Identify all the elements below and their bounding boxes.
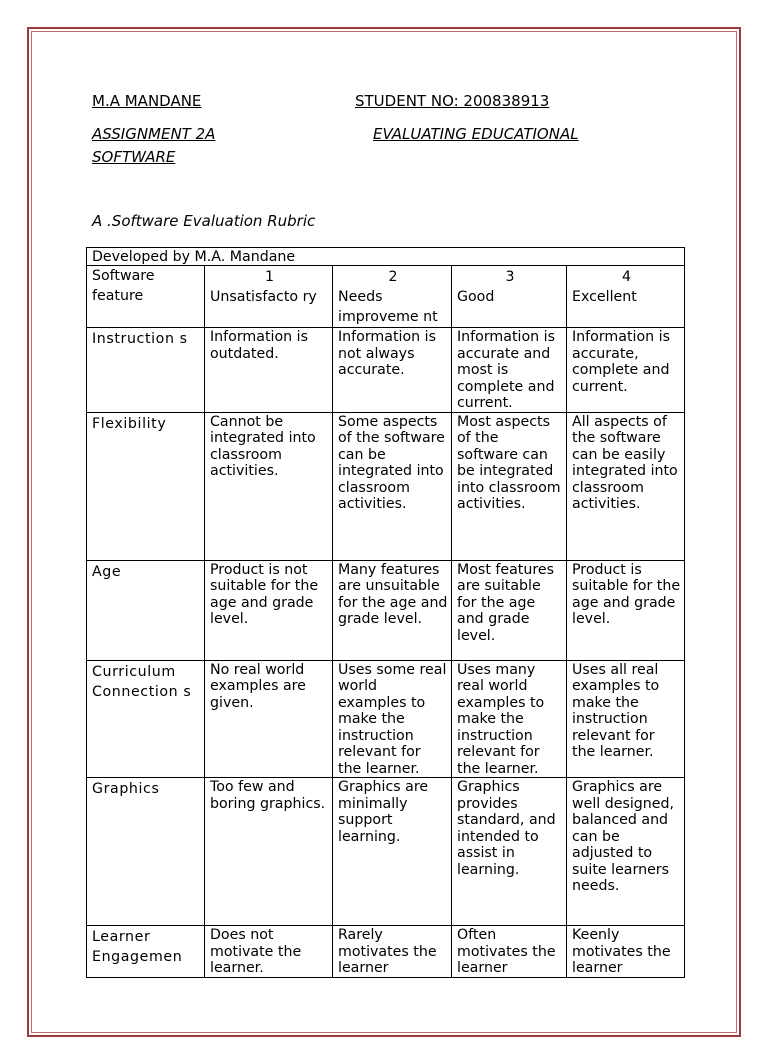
table-row (87, 926, 685, 978)
rubric-cell: Cannot be integrated into classroom activities. (205, 412, 333, 560)
header-num-4: 4 (622, 269, 632, 285)
header-label-1: Unsatisfacto ry (210, 289, 317, 305)
table-row (87, 778, 685, 926)
rubric-cell: Many features are unsuitable for the age and grade level. (333, 560, 452, 660)
feature-cell: Age (87, 560, 205, 660)
header-col-4 (567, 266, 685, 328)
rubric-cell: Keenly motivates the learner (567, 926, 685, 978)
rubric-cell: Information is accurate and most is complete and current. (452, 328, 567, 413)
header-col-2 (333, 266, 452, 328)
rubric-cell: Too few and boring graphics. (205, 778, 333, 926)
rubric-cell: Most features are suitable for the age and grade level. (452, 560, 567, 660)
rubric-cell: Graphics provides standard, and intended to assist in learning. (452, 778, 567, 926)
header-num-3: 3 (505, 269, 515, 285)
table-row (87, 328, 685, 413)
rubric-cell: Product is not suitable for the age and grade level. (205, 560, 333, 660)
feature-cell: Curriculum Connection s (87, 660, 205, 778)
header-col-3 (452, 266, 567, 328)
student-number: STUDENT NO: 200838913 (355, 92, 550, 110)
rubric-cell: Often motivates the learner (452, 926, 567, 978)
software-title: SOFTWARE (92, 148, 176, 166)
rubric-caption: A .Software Evaluation Rubric (92, 212, 316, 230)
rubric-cell: Product is suitable for the age and grade level. (567, 560, 685, 660)
rubric-cell: Some aspects of the software can be integrated into classroom activities. (333, 412, 452, 560)
rubric-cell: All aspects of the software can be easily integrated into classroom activities. (567, 412, 685, 560)
table-row (87, 412, 685, 560)
rubric-cell: Graphics are minimally support learning. (333, 778, 452, 926)
feature-cell: Flexibility (87, 412, 205, 560)
rubric-cell: Most aspects of the software can be integrated into classroom activities. (452, 412, 567, 560)
rubric-cell: Information is accurate, complete and current. (567, 328, 685, 413)
feature-cell: Graphics (87, 778, 205, 926)
header-col-1 (205, 266, 333, 328)
student-name: M.A MANDANE (92, 92, 202, 110)
header-row (87, 266, 685, 328)
assignment-title: ASSIGNMENT 2A (92, 125, 216, 143)
rubric-cell: Rarely motivates the learner (333, 926, 452, 978)
rubric-cell: Uses some real world examples to make the instruction relevant for the learner. (333, 660, 452, 778)
rubric-cell: Uses all real examples to make the instruction relevant for the learner. (567, 660, 685, 778)
rubric-cell: Graphics are well designed, balanced and can be adjusted to suite learners needs. (567, 778, 685, 926)
rubric-cell: Uses many real world examples to make the instruction relevant for the learner. (452, 660, 567, 778)
rubric-table (86, 247, 685, 978)
header-feature (87, 266, 205, 328)
rubric-cell: Information is not always accurate. (333, 328, 452, 413)
table-row (87, 660, 685, 778)
developed-by: Developed by M.A. Mandane (87, 248, 685, 266)
developed-by-row (87, 248, 685, 266)
feature-cell: Instruction s (87, 328, 205, 413)
header-feature-label: Software feature (92, 268, 155, 304)
table-row (87, 560, 685, 660)
evaluating-title: EVALUATING EDUCATIONAL (373, 125, 579, 143)
header-label-4: Excellent (572, 289, 637, 305)
rubric-cell: Information is outdated. (205, 328, 333, 413)
header-label-2: Needs improveme nt (338, 289, 438, 325)
header-label-3: Good (457, 289, 495, 305)
header-num-1: 1 (264, 269, 275, 285)
header-num-2: 2 (388, 269, 398, 285)
rubric-cell: Does not motivate the learner. (205, 926, 333, 978)
rubric-cell: No real world examples are given. (205, 660, 333, 778)
feature-cell: Learner Engagemen (87, 926, 205, 978)
